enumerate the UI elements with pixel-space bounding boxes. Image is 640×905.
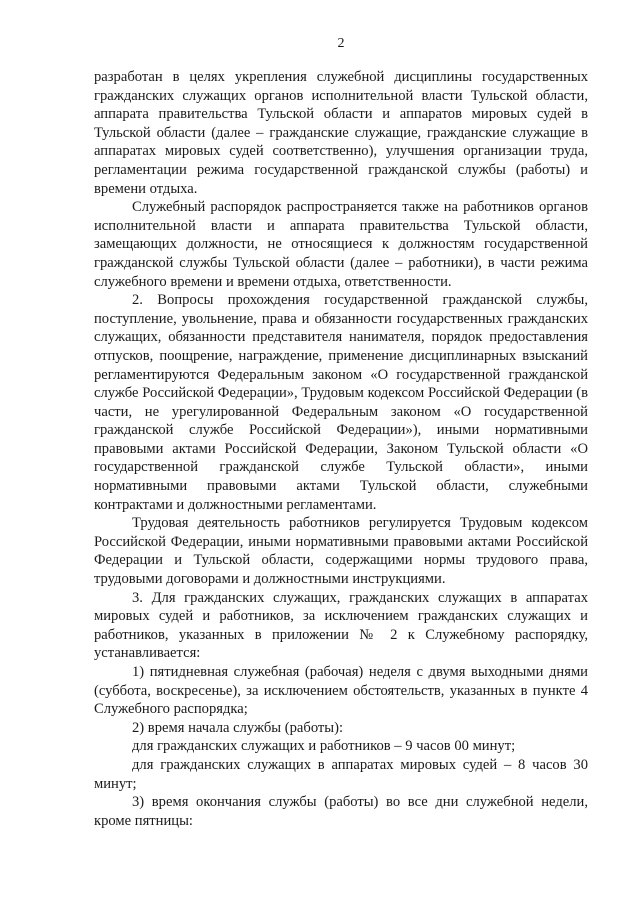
paragraph-item-2: 2. Вопросы прохождения государственной гражданской службы, поступление, увольнение, права и обязанности государственных гражданских служащих, обязанности представителя нанимателя, порядок предоставления отпусков, поощрение, награждение, применение дисциплинарных взысканий регламентируются Федеральным законом «О государственной гражданской службе Российской Федерации», Трудовым кодексом Российской Федерации (в части, не урегулированной Федеральным законом «О государственной гражданской службе Российской Федерации»), иными нормативными правовыми актами Российской Федерации, Законом Тульской области «О государственной гражданской службе Тульской области», иными нормативными правовыми актами Тульской области, служебными контрактами и должностными регламентами. bbox=[94, 292, 588, 513]
paragraph-subitem-2: 2) время начала службы (работы): bbox=[132, 719, 344, 736]
paragraph-scope: Служебный распорядок распространяется также на работников органов исполнительной власти и аппарата правительства Тульской области, замещающих должности, не относящиеся к должностям государственной гражданской службы Тульской области (далее – работники), в части режима служебного времени и времени отдыха, ответственности. bbox=[94, 199, 588, 290]
paragraph-subitem-3: 3) время окончания службы (работы) во все дни служебной недели, кроме пятницы: bbox=[94, 794, 588, 829]
paragraph-start-time-judges: для гражданских служащих в аппаратах мировых судей – 8 часов 30 минут; bbox=[94, 756, 588, 792]
paragraph-start-time-civil: для гражданских служащих и работников – 9 часов 00 минут; bbox=[132, 738, 516, 755]
paragraph-labor-activity: Трудовая деятельность работников регулируется Трудовым кодексом Российской Федерации, иными нормативными правовыми актами Российской Федерации и Тульской области, содержащими нормы трудового права, трудовыми договорами и должностными инструкциями. bbox=[94, 515, 588, 588]
page-number: 2 bbox=[337, 36, 345, 51]
paragraph-item-3: 3. Для гражданских служащих, гражданских служащих в аппаратах мировых судей и работников, за исключением гражданских служащих и работников, указанных в приложении № 2 к Служебному распорядку, устанавливается: bbox=[94, 589, 588, 662]
paragraph-continuation: разработан в целях укрепления служебной дисциплины государственных гражданских служащих органов исполнительной власти Тульской области, аппарата правительства Тульской области и аппаратов мировых судей в Тульской области (далее – гражданские служащие, гражданские служащие в аппаратах мировых судей соответственно), улучшения организации труда, регламентации режима государственной гражданской службы (работы) и времени отдыха. bbox=[94, 69, 588, 197]
document-body bbox=[94, 68, 588, 830]
paragraph-subitem-1: 1) пятидневная служебная (рабочая) неделя с двумя выходными днями (суббота, воскресенье), за исключением обстоятельств, указанных в пункте 4 Служебного распорядка; bbox=[94, 664, 588, 718]
